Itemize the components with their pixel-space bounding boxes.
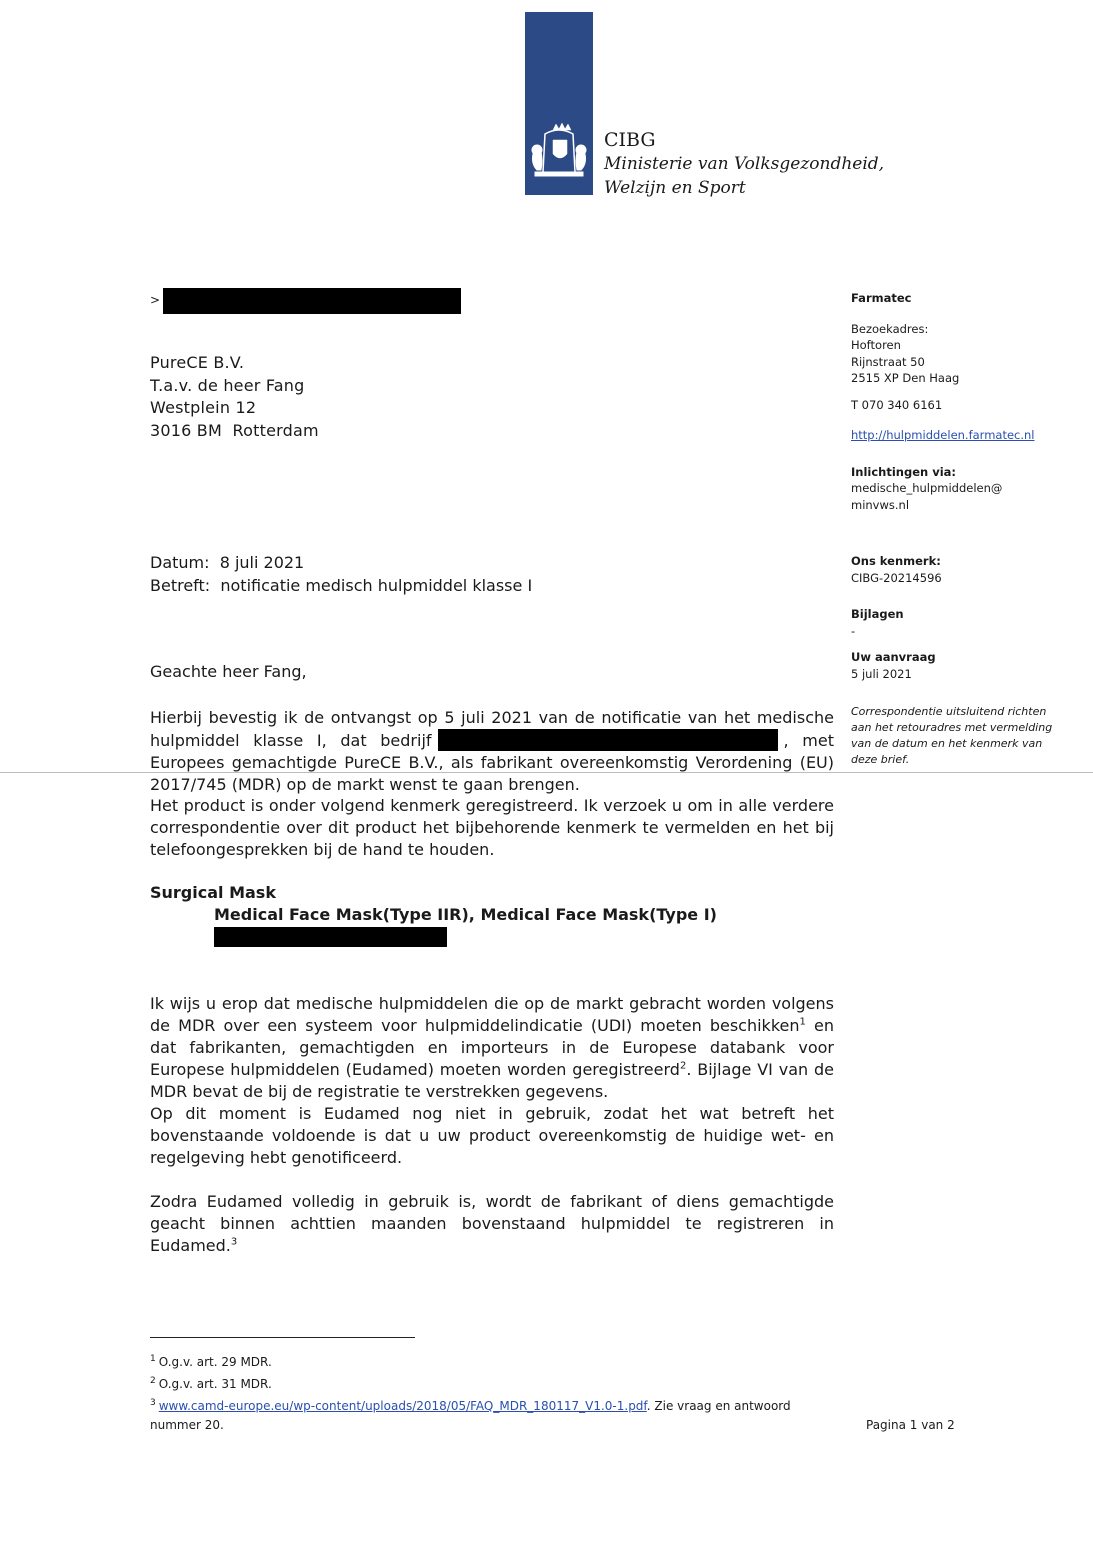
sidebar-ref-label: Ons kenmerk:: [851, 554, 941, 568]
paragraph-udi: [150, 993, 834, 1103]
date-value: 8 juli 2021: [219, 553, 305, 572]
date-row: [150, 552, 532, 575]
paragraph-udi-part3: . Bijlage VI van de MDR bevat de bij de registratie te verstrekken gegevens.: [150, 1060, 835, 1101]
sidebar-visit-city: 2515 XP Den Haag: [851, 371, 960, 385]
addressee-street: Westplein 12: [150, 398, 257, 417]
sidebar-attach-label: Bijlagen: [851, 607, 904, 621]
paragraph-eudamed-registration-text: Zodra Eudamed volledig in gebruik is, wordt de fabrikant of diens gemachtigde geacht binnen achttien maanden bovenstaand hulpmiddel te registreren in Eudamed.: [150, 1192, 834, 1255]
subject-label: Betreft:: [150, 575, 211, 595]
sidebar-info-block: [851, 464, 1066, 514]
sidebar-visit-street: Rijnstraat 50: [851, 354, 925, 369]
footnote-divider: [150, 1337, 415, 1338]
paragraph-udi-part1: Ik wijs u erop dat medische hulpmiddelen die op de markt gebracht worden volgens de MDR over een systeem voor hulpmiddelindicatie (UDI) moeten beschikken: [150, 994, 834, 1035]
return-address-marker: >: [150, 293, 161, 307]
footnote-2-number: 2: [150, 1376, 156, 1386]
addressee-city: 3016 BM Rotterdam: [150, 420, 319, 440]
scan-artifact-line: [0, 772, 1093, 773]
sidebar-attach-value: -: [851, 623, 856, 638]
sidebar-ref-value: CIBG-20214596: [851, 570, 942, 585]
sidebar-request-value: 5 juli 2021: [851, 666, 912, 681]
sidebar-attach-block: [851, 606, 1066, 639]
sidebar-request-block: [851, 649, 1066, 682]
sidebar-info-label: Inlichtingen via:: [851, 464, 956, 479]
paragraph-udi-part2: en dat fabrikanten, gemachtigden en importeurs in de Europese databank voor Europese hulpmiddelen (Eudamed) moeten worden geregistreerd: [150, 1016, 834, 1079]
sidebar-request-label: Uw aanvraag: [851, 650, 936, 664]
subject-value: notificatie medisch hulpmiddel klasse I: [220, 575, 533, 595]
royal-coat-of-arms-icon: [525, 12, 593, 195]
footnote-ref-1[interactable]: 1: [799, 1016, 806, 1028]
salutation: Geachte heer Fang,: [150, 662, 307, 681]
sidebar-dept-block: [851, 290, 1066, 307]
footnote-2: [150, 1372, 830, 1394]
letter-meta: [150, 552, 532, 597]
sidebar-phone-block: [851, 397, 1066, 414]
sender-sidebar: [851, 290, 1066, 768]
footnote-1-number: 1: [150, 1354, 156, 1364]
redacted-return-address: [163, 288, 461, 314]
sidebar-info-line1: medische_hulpmiddelen@: [851, 481, 1003, 495]
redacted-registration-number: [214, 927, 447, 947]
addressee-company: PureCE B.V.: [150, 353, 245, 372]
logo-text: [604, 128, 884, 200]
sidebar-website-block: [851, 427, 1066, 444]
subject-row: [150, 575, 532, 598]
footnote-3: [150, 1394, 830, 1435]
org-name: CIBG: [604, 129, 656, 151]
sidebar-visit-building: Hoftoren: [851, 338, 901, 352]
sidebar-dept: Farmatec: [851, 291, 912, 305]
footnote-3-number: 3: [150, 1398, 156, 1408]
logo-banner: [525, 12, 593, 195]
paragraph-confirmation-part2: , met Europees gemachtigde PureCE B.V., als fabrikant overeenkomstig Verordening (EU) 2017/745 (MDR) op de markt wenst te gaan brengen.: [150, 731, 835, 794]
footnote-1-text: O.g.v. art. 29 MDR.: [158, 1355, 272, 1369]
footnote-ref-2[interactable]: 2: [679, 1060, 687, 1072]
footnote-1: [150, 1350, 830, 1372]
footnote-ref-3[interactable]: 3: [230, 1236, 238, 1248]
product-variants: Medical Face Mask(Type IIR), Medical Face Mask(Type I): [214, 905, 717, 924]
paragraph-registration: Het product is onder volgend kenmerk geregistreerd. Ik verzoek u om in alle verdere correspondentie over dit product het bijbehorende kenmerk te vermelden en het bij telefoongesprekken bij de hand te houden.: [150, 796, 834, 859]
paragraph-confirmation-part1: Hierbij bevestig ik de ontvangst op 5 juli 2021 van de notificatie van het medische hulpmiddel klasse I, dat bedrijf: [150, 708, 834, 750]
sidebar-visit-block: [851, 321, 1066, 387]
paragraph-eudamed-registration: [150, 1191, 834, 1257]
paragraph-confirmation: [150, 707, 834, 796]
sidebar-info-line2: minvws.nl: [851, 497, 910, 512]
sidebar-correspondence-note: Correspondentie uitsluitend richten aan het retouradres met vermelding van de datum en het kenmerk van deze brief.: [851, 705, 1053, 766]
footnote-3-link[interactable]: www.camd-europe.eu/wp-content/uploads/2018/05/FAQ_MDR_180117_V1.0-1.pdf: [158, 1399, 647, 1413]
page-number: Pagina 1 van 2: [866, 1418, 955, 1432]
sidebar-visit-label: Bezoekadres:: [851, 321, 929, 336]
redacted-company-name: [438, 729, 778, 751]
ministry-line-1: Ministerie van Volksgezondheid,: [604, 154, 885, 174]
addressee-attention: T.a.v. de heer Fang: [150, 375, 305, 395]
footnote-3-text: . Zie vraag en antwoord nummer 20.: [150, 1399, 791, 1432]
product-name: Surgical Mask: [150, 883, 276, 902]
addressee-block: [150, 352, 319, 442]
sidebar-ref-block: [851, 553, 1066, 586]
sidebar-phone: T 070 340 6161: [851, 397, 943, 412]
footnotes: [150, 1350, 830, 1435]
date-label: Datum:: [150, 553, 210, 572]
paragraph-eudamed-status: Op dit moment is Eudamed nog niet in gebruik, zodat het wat betreft het bovenstaande voldoende is dat u uw product overeenkomstig de huidige wet- en regelgeving hebt genotificeerd.: [150, 1104, 834, 1167]
footnote-2-text: O.g.v. art. 31 MDR.: [158, 1377, 272, 1391]
ministry-line-2: Welzijn en Sport: [604, 178, 746, 198]
sidebar-website-link[interactable]: http://hulpmiddelen.farmatec.nl: [851, 428, 1035, 442]
